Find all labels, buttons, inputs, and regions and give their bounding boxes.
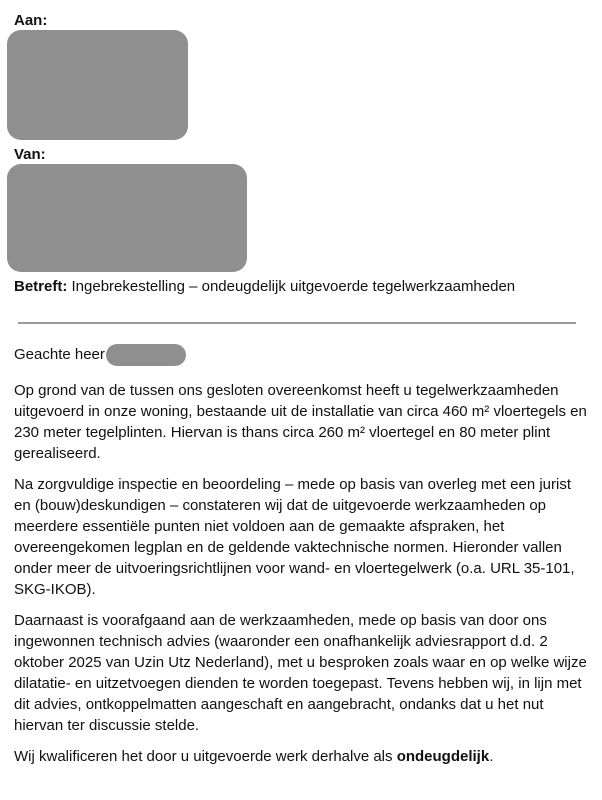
subject-label: Betreft: bbox=[14, 278, 68, 295]
greeting-text: Geachte heer bbox=[14, 346, 105, 363]
conclusion-text: Wij kwalificeren het door u uitgevoerde werk derhalve als bbox=[14, 748, 397, 765]
sender-address-redaction bbox=[7, 164, 247, 272]
name-redaction bbox=[106, 344, 186, 366]
recipient-address-redaction bbox=[7, 30, 188, 140]
divider bbox=[18, 322, 576, 324]
from-label: Van: bbox=[14, 146, 46, 163]
greeting bbox=[14, 345, 105, 365]
paragraph-agreement: Op grond van de tussen ons gesloten overeenkomst heeft u tegelwerkzaamheden uitgevoerd in onze woning, bestaande uit de installatie van circa 460 m² vloertegels en 230 meter tegelplinten. Hiervan is thans circa 260 m² vloertegel en 80 meter plint gerealiseerd. bbox=[14, 382, 587, 462]
to-label: Aan: bbox=[14, 12, 48, 29]
subject-line bbox=[14, 277, 515, 297]
paragraph-conclusion bbox=[14, 746, 588, 767]
paragraph-inspection: Na zorgvuldige inspectie en beoordeling – mede op basis van overleg met een jurist en (bouw)deskundigen – constateren wij dat de uitgevoerde werkzaamheden op meerdere essentiële punten niet voldoen aan de gemaakte afspraken, het overeengekomen legplan en de geldende vaktechnische normen. Hieronder vallen onder meer de uitvoeringsrichtlijnen voor wand- en vloertegelwerk (o.a. URL 35-101, SKG-IKOB). bbox=[14, 476, 575, 598]
conclusion-end: . bbox=[489, 748, 494, 765]
conclusion-emphasis: ondeugdelijk bbox=[396, 748, 490, 765]
paragraph-advice: Daarnaast is voorafgaand aan de werkzaamheden, mede op basis van door ons ingewonnen technisch advies (waaronder een onafhankelijk adviesrapport d.d. 2 oktober 2025 van Uzin Utz Nederland), met u besproken zoals waar en op welke wijze dilatatie- en uitzetvoegen dienden te worden toegepast. Tevens hebben wij, in lijn met dit advies, ontkoppelmatten aangeschaft en aangebracht, ondanks dat u het nut hiervan ter discussie stelde. bbox=[14, 612, 587, 734]
subject-text: Ingebrekestelling – ondeugdelijk uitgevoerde tegelwerkzaamheden bbox=[67, 278, 516, 295]
